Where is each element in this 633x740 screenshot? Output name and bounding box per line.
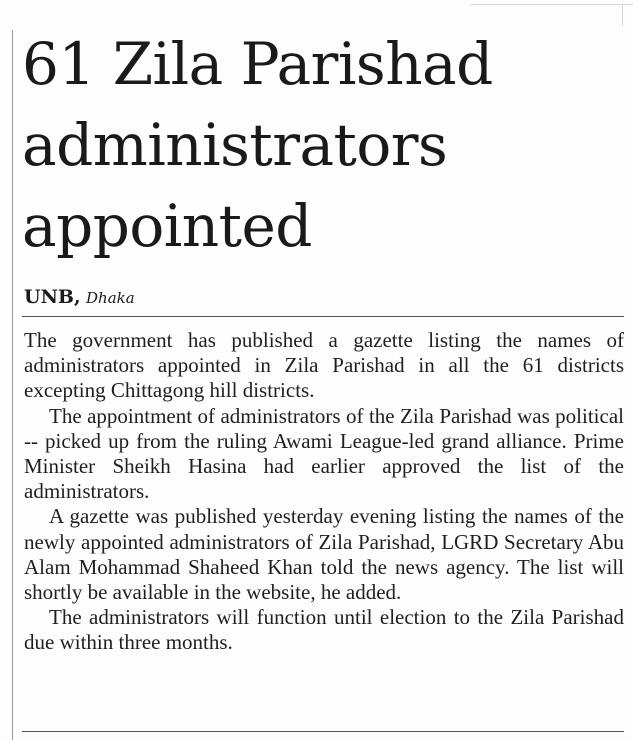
byline-place: Dhaka (86, 289, 135, 307)
article-end-rule (22, 731, 624, 732)
byline-divider (22, 316, 624, 317)
article-paragraph: The appointment of administrators of the Zila Parishad was political -- picked up from the ruling Awami League-led grand alliance. Prime Minister Sheikh Hasina had earlier approved the list of the administrators. (24, 403, 624, 504)
article-paragraph: The government has published a gazette listing the names of administrators appointed in Zila Parishad in all the 61 districts excepting Chittagong hill districts. (24, 328, 624, 403)
column-rule-top-right (622, 4, 623, 26)
article-paragraph: A gazette was published yesterday evening listing the names of the newly appointed administrators of Zila Parishad, LGRD Secretary Abu Alam Mohammad Shaheed Khan told the news agency. The list will shortly be available in the website, he added. (24, 504, 624, 605)
article-headline: 61 Zila Parishad administrators appointed (22, 30, 493, 260)
byline-agency: UNB, (24, 286, 81, 308)
article-byline (24, 286, 135, 308)
column-rule-left (12, 30, 13, 740)
article-body (24, 328, 624, 656)
column-rule-top (470, 4, 633, 5)
article-paragraph: The administrators will function until election to the Zila Parishad due within three months. (24, 605, 624, 655)
